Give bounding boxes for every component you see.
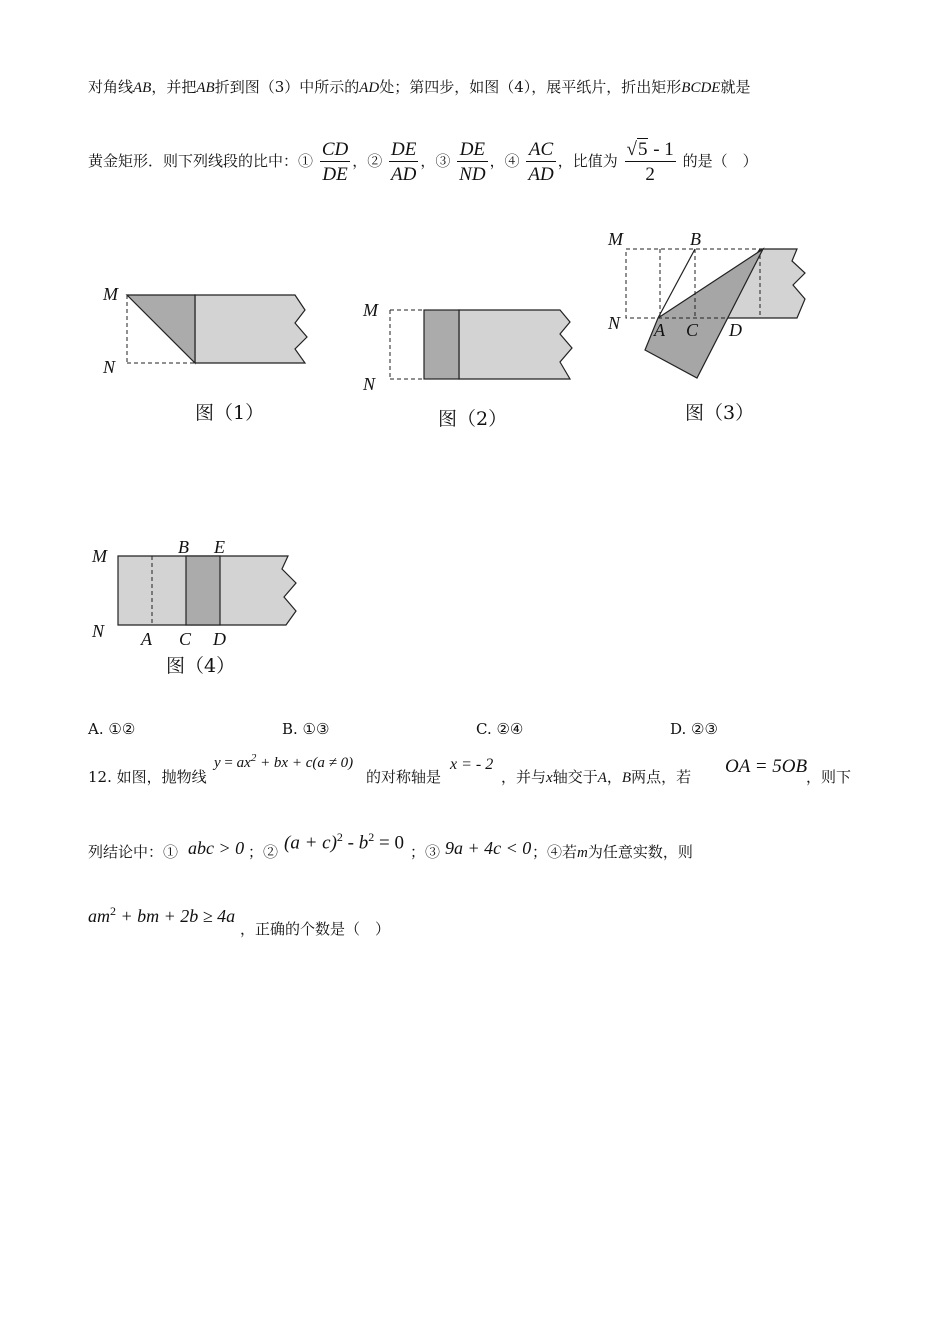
text: 的是（ ） bbox=[682, 152, 758, 170]
paper-strip bbox=[195, 295, 307, 363]
q12-line-2 bbox=[88, 826, 868, 866]
label-C: C bbox=[686, 320, 699, 340]
segment-label: AB bbox=[133, 80, 152, 96]
eq-part: y bbox=[214, 755, 221, 771]
golden-rectangle-BCDE bbox=[186, 556, 220, 625]
figure-3 bbox=[600, 225, 820, 390]
text-line-1 bbox=[88, 76, 750, 97]
text: 黄金矩形．则下列线段的比中： bbox=[88, 152, 299, 170]
label-E: E bbox=[214, 537, 225, 557]
fraction-2 bbox=[389, 140, 418, 184]
text: ；③ bbox=[410, 843, 441, 861]
eq-part: = 0 bbox=[374, 832, 404, 854]
eq-part: - b bbox=[342, 832, 369, 854]
question-number: 12. 如图，抛物线 bbox=[88, 768, 207, 786]
numerator-rest: - 1 bbox=[648, 139, 674, 160]
paper-strip bbox=[459, 310, 572, 379]
figure-2 bbox=[355, 290, 585, 400]
text: 为任意实数，则 bbox=[587, 843, 693, 861]
exponent: 2 bbox=[250, 752, 257, 764]
q12-line-1 bbox=[88, 752, 868, 792]
option-c[interactable]: C. ②④ bbox=[476, 720, 524, 738]
text: 的对称轴是 bbox=[366, 768, 442, 786]
label-D: D bbox=[729, 320, 742, 340]
eq-part: (a ≠ 0) bbox=[312, 755, 354, 771]
label-D: D bbox=[213, 629, 226, 649]
label-B: B bbox=[690, 229, 701, 249]
circled-number: ① bbox=[298, 152, 314, 170]
denominator: ND bbox=[459, 164, 486, 185]
caption-figure-2: 图（2） bbox=[438, 408, 508, 430]
separator: ， bbox=[489, 152, 505, 170]
text: 对角线 bbox=[88, 78, 134, 96]
text: 列结论中：① bbox=[88, 843, 179, 861]
folded-band bbox=[424, 310, 459, 379]
label-N: N bbox=[608, 313, 621, 333]
exponent: 2 bbox=[368, 830, 375, 844]
option-d[interactable]: D. ②③ bbox=[670, 720, 718, 738]
circled-number: ④ bbox=[504, 152, 520, 170]
numerator: AC bbox=[526, 140, 555, 162]
fraction-4 bbox=[526, 140, 555, 184]
denominator: AD bbox=[391, 164, 417, 185]
numerator: CD bbox=[321, 139, 349, 160]
fraction-1 bbox=[320, 140, 350, 184]
text: ，则下 bbox=[806, 768, 852, 786]
text: ；④若 bbox=[532, 843, 578, 861]
rectangle-label: BCDE bbox=[681, 80, 721, 96]
point-B: B bbox=[621, 770, 632, 786]
conclusion-3: 9a + 4c < 0 bbox=[445, 838, 532, 858]
label-N: N bbox=[363, 374, 376, 394]
eq-part: am bbox=[88, 906, 110, 926]
conclusion-4 bbox=[88, 904, 235, 927]
point-A: A bbox=[597, 770, 607, 786]
label-M: M bbox=[103, 284, 118, 304]
numerator: DE bbox=[457, 140, 487, 162]
label-A: A bbox=[141, 629, 152, 649]
conclusion-2 bbox=[284, 830, 404, 854]
caption-figure-4: 图（4） bbox=[166, 655, 236, 677]
exponent: 2 bbox=[110, 904, 116, 918]
text: 处；第四步，如图（4），展平纸片，折出矩形 bbox=[379, 78, 682, 96]
folded-triangle bbox=[127, 295, 195, 363]
text: ；② bbox=[248, 843, 279, 861]
label-M: M bbox=[363, 300, 378, 320]
conclusion-1: abc > 0 bbox=[188, 838, 245, 858]
circled-number: ③ bbox=[435, 152, 451, 170]
denominator: DE bbox=[322, 164, 348, 185]
denominator: AD bbox=[528, 164, 554, 185]
text: ， bbox=[606, 768, 622, 786]
text: 折到图（3）中所示的 bbox=[214, 78, 360, 96]
figure-4 bbox=[88, 535, 318, 655]
eq-part: + bx + c bbox=[256, 755, 313, 771]
parabola-equation bbox=[214, 752, 353, 772]
caption-figure-1: 图（1） bbox=[195, 402, 265, 424]
text: 就是 bbox=[720, 78, 751, 96]
label-C: C bbox=[179, 629, 192, 649]
eq-part: + bm + 2b ≥ 4a bbox=[116, 906, 236, 926]
segment-label: AD bbox=[359, 80, 380, 96]
text: 两点，若 bbox=[631, 768, 692, 786]
label-M: M bbox=[608, 229, 623, 249]
numerator: DE bbox=[391, 139, 417, 160]
segment-label: AB bbox=[196, 80, 215, 96]
eq-part: = bbox=[220, 755, 237, 771]
radicand: 5 bbox=[637, 139, 648, 160]
oa-equation: OA = 5OB bbox=[725, 756, 808, 777]
sqrt-sign: √ bbox=[626, 139, 637, 160]
var-x: x bbox=[546, 770, 553, 786]
text bbox=[532, 841, 693, 862]
eq-part: ax bbox=[236, 755, 251, 771]
exponent: 2 bbox=[336, 830, 343, 844]
var-m: m bbox=[577, 845, 588, 861]
label-M: M bbox=[92, 546, 107, 566]
text bbox=[501, 766, 691, 787]
text: ，并与 bbox=[501, 768, 547, 786]
text: ，比值为 bbox=[557, 152, 618, 170]
denominator: 2 bbox=[645, 164, 655, 185]
separator: ， bbox=[352, 152, 368, 170]
fraction-3 bbox=[457, 140, 487, 184]
separator: ， bbox=[420, 152, 436, 170]
label-N: N bbox=[92, 621, 105, 641]
option-b[interactable]: B. ①③ bbox=[282, 720, 330, 738]
eq-part: (a + c) bbox=[284, 832, 337, 854]
label-A: A bbox=[654, 320, 665, 340]
golden-ratio-fraction bbox=[625, 140, 676, 184]
axis-equation: x = - 2 bbox=[450, 756, 494, 773]
caption-figure-3: 图（3） bbox=[685, 402, 755, 424]
text: ，并把 bbox=[151, 78, 197, 96]
circled-number: ② bbox=[367, 152, 383, 170]
text: ，正确的个数是（ ） bbox=[240, 920, 391, 938]
numerator bbox=[625, 140, 676, 162]
label-N: N bbox=[103, 357, 116, 377]
q12-line-3 bbox=[88, 902, 868, 942]
text: 轴交于 bbox=[552, 768, 598, 786]
text-line-2 bbox=[88, 140, 758, 184]
label-B: B bbox=[178, 537, 189, 557]
option-a[interactable]: A. ①② bbox=[88, 720, 136, 738]
